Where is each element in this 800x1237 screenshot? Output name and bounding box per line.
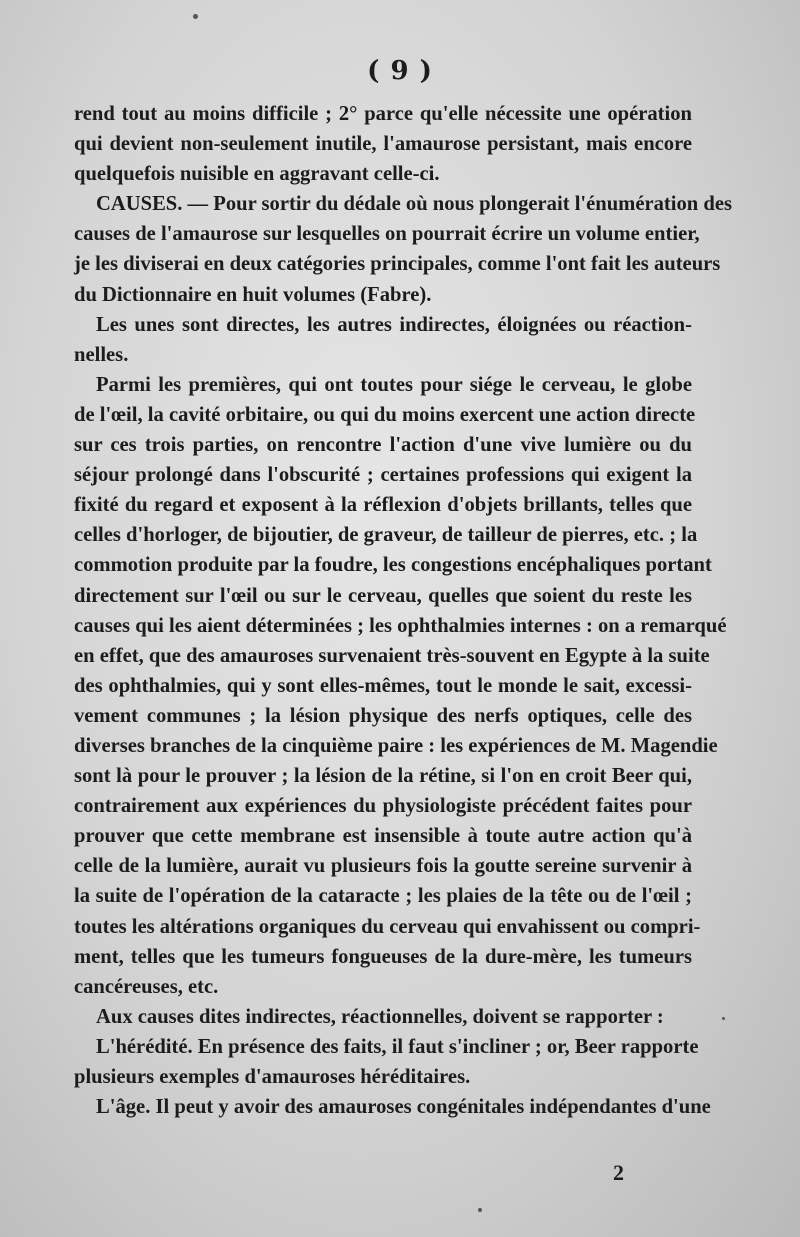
- text-line: Aux causes dites indirectes, réactionnelles, doivent se rapporter :: [96, 1005, 664, 1028]
- speck: [722, 1017, 725, 1020]
- text-line: sur ces trois parties, on rencontre l'action d'une vive lumière ou du: [74, 434, 692, 457]
- text-line: quelquefois nuisible en aggravant celle-ci.: [74, 163, 440, 186]
- text-line: commotion produite par la foudre, les congestions encéphaliques portant: [74, 554, 712, 577]
- text-line: rend tout au moins difficile ; 2° parce qu'elle nécessite une opération: [74, 103, 692, 125]
- text-line: qui devient non-seulement inutile, l'amaurose persistant, mais encore: [74, 133, 692, 156]
- text-line: des ophthalmies, qui y sont elles-mêmes, tout le monde le sait, excessi-: [74, 674, 692, 697]
- text-line: contrairement aux expériences du physiologiste précédent faites pour: [74, 795, 692, 818]
- text-line: sont là pour le prouver ; la lésion de la rétine, si l'on en croit Beer qui,: [74, 765, 692, 788]
- text-line: de l'œil, la cavité orbitaire, ou qui du moins exercent une action directe: [74, 403, 696, 426]
- text-line: prouver que cette membrane est insensible à toute autre action qu'à: [74, 825, 692, 848]
- text-line: causes qui les aient déterminées ; les ophthalmies internes : on a remarqué: [74, 614, 727, 637]
- page-number: ( 9 ): [367, 56, 433, 86]
- signature-mark: 2: [613, 1160, 624, 1185]
- text-line: je les diviserai en deux catégories principales, comme l'ont fait les auteurs: [74, 253, 721, 276]
- text-line: plusieurs exemples d'amauroses héréditaires.: [74, 1066, 471, 1088]
- text-line: celle de la lumière, aurait vu plusieurs fois la goutte sereine survenir à: [74, 855, 692, 878]
- body-text: [74, 99, 733, 1122]
- text-line: CAUSES. — Pour sortir du dédale où nous plongerait l'énumération des: [96, 193, 733, 216]
- text-line: fixité du regard et exposent à la réflexion d'objets brillants, telles que: [74, 494, 692, 517]
- text-line: L'hérédité. En présence des faits, il faut s'incliner ; or, Beer rapporte: [96, 1035, 699, 1058]
- text-line: celles d'horloger, de bijoutier, de graveur, de tailleur de pierres, etc. ; la: [74, 524, 698, 547]
- speck: [478, 1208, 482, 1212]
- text-line: la suite de l'opération de la cataracte ; les plaies de la tête ou de l'œil ;: [74, 885, 692, 908]
- text-line: séjour prolongé dans l'obscurité ; certaines professions qui exigent la: [74, 464, 692, 487]
- text-line: nelles.: [74, 343, 129, 366]
- text-line: Parmi les premières, qui ont toutes pour siége le cerveau, le globe: [96, 373, 692, 396]
- text-line: Les unes sont directes, les autres indirectes, éloignées ou réaction-: [96, 313, 692, 336]
- text-line: vement communes ; la lésion physique des nerfs optiques, celle des: [74, 704, 692, 727]
- text-line: causes de l'amaurose sur lesquelles on pourrait écrire un volume entier,: [74, 223, 700, 246]
- speck: [193, 14, 198, 19]
- text-line: ment, telles que les tumeurs fongueuses de la dure-mère, les tumeurs: [74, 945, 692, 968]
- text-line: toutes les altérations organiques du cerveau qui envahissent ou compri-: [74, 915, 701, 938]
- text-line: en effet, que des amauroses survenaient très-souvent en Egypte à la suite: [74, 644, 710, 667]
- text-line: diverses branches de la cinquième paire : les expériences de M. Magendie: [74, 734, 718, 757]
- text-line: L'âge. Il peut y avoir des amauroses congénitales indépendantes d'une: [96, 1096, 711, 1119]
- text-line: du Dictionnaire en huit volumes (Fabre).: [74, 283, 432, 306]
- text-line: directement sur l'œil ou sur le cerveau, quelles que soient du reste les: [74, 584, 692, 607]
- text-line: cancéreuses, etc.: [74, 975, 219, 998]
